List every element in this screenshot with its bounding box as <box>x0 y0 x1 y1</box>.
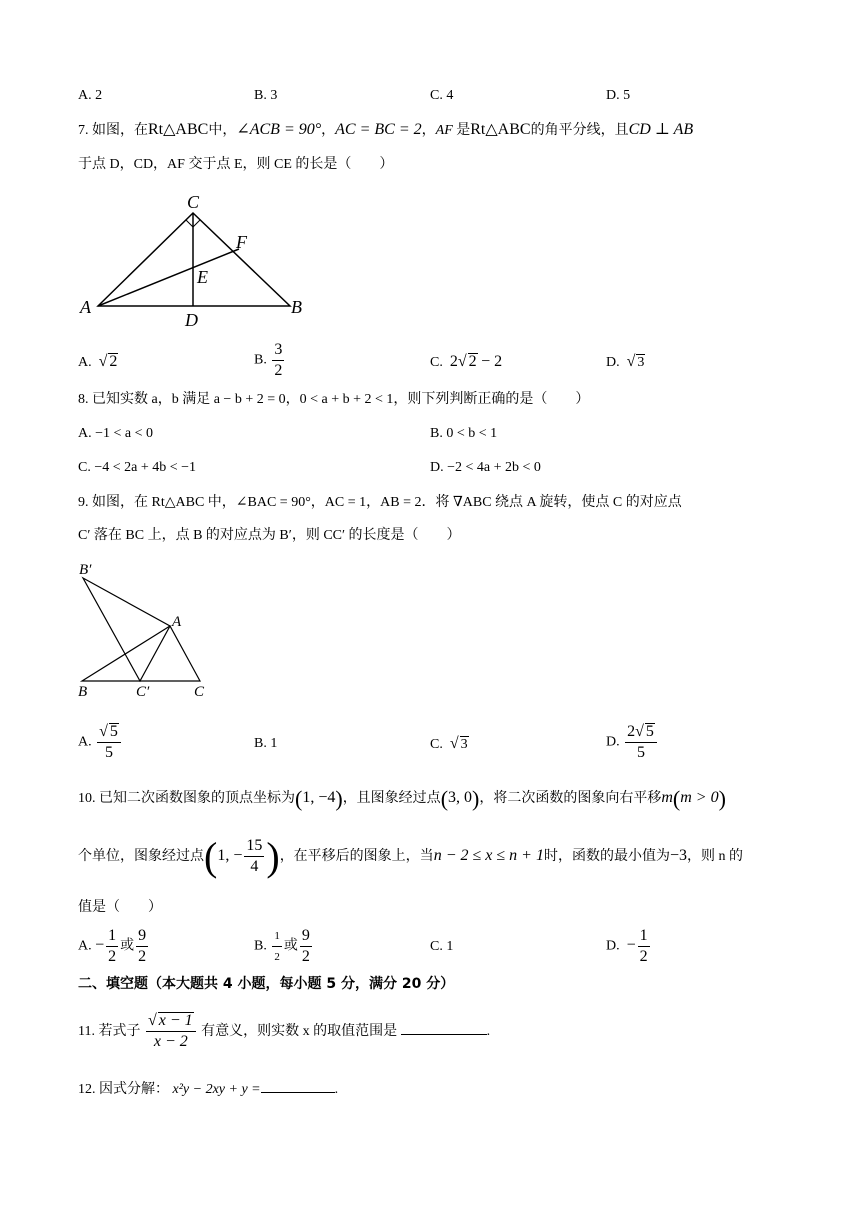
q10-option-d <box>606 926 652 967</box>
q6-option-c: C. 4 <box>430 88 454 103</box>
q10-shift: m <box>661 789 673 806</box>
coefficient: 2 <box>449 353 458 370</box>
q6-option-b: B. 3 <box>254 88 278 103</box>
q10-option-c: C. 1 <box>430 939 454 954</box>
numerator: 15 <box>244 836 264 857</box>
numerator: 9 <box>300 926 312 947</box>
radicand: 2 <box>468 353 477 370</box>
denominator: 2 <box>138 948 147 965</box>
q7-option-d <box>606 352 645 373</box>
label-c: C <box>187 192 200 212</box>
q12-period: . <box>334 1082 339 1097</box>
label-c: C <box>194 684 205 700</box>
coefficient: 2 <box>627 723 636 740</box>
numerator: 1 <box>638 926 650 947</box>
q9-option-c <box>430 734 469 755</box>
q11-text: 有意义，则实数 x 的取值范围是 <box>201 1024 398 1039</box>
label-b: B <box>78 684 88 700</box>
segment-af <box>98 249 239 306</box>
q7-triangle: Rt△ABC <box>148 121 209 138</box>
numerator: 3 <box>272 340 284 361</box>
q7-stem-line1 <box>78 120 693 141</box>
q12-text: 12. 因式分解： <box>78 1082 169 1097</box>
label-d: D <box>185 310 198 330</box>
numerator: √ x − 1 <box>146 1011 196 1032</box>
fraction <box>300 926 312 967</box>
fraction <box>272 926 282 967</box>
denominator: 2 <box>639 948 648 965</box>
option-prefix: B. <box>254 938 267 954</box>
radicand: 2 <box>109 353 118 370</box>
q11-stem <box>78 1010 490 1054</box>
fraction <box>146 1011 196 1052</box>
option-prefix: B. <box>254 352 267 368</box>
q10-point-x: 1, − <box>217 847 243 864</box>
numerator: 2√ 5 <box>625 722 657 743</box>
fraction <box>244 836 264 877</box>
label-f: F <box>236 232 247 252</box>
q7-text: ， <box>321 123 336 138</box>
option-prefix: A. <box>78 938 92 954</box>
q9-figure <box>76 556 221 701</box>
sign: − <box>95 936 105 954</box>
fraction <box>272 340 284 381</box>
q6-option-a: A. 2 <box>78 88 103 103</box>
label-a: A <box>80 297 91 317</box>
q10-point: 3, 0 <box>448 789 473 806</box>
q7-text: 如图，在 <box>92 123 148 138</box>
label-b: B <box>291 297 302 317</box>
q9-stem-line1: 9. 如图，在 Rt△ABC 中，∠BAC = 90°，AC = 1，AB = 2．将 ∇ABC 绕点 A 旋转，使点 C 的对应点 <box>78 495 682 510</box>
radicand: x − 1 <box>158 1012 193 1030</box>
denominator: x − 2 <box>153 1033 188 1051</box>
fraction <box>136 926 148 967</box>
q10-text: 个单位，图象经过点 <box>78 849 204 864</box>
q7-af: AF <box>435 123 453 138</box>
numerator: 1 <box>272 926 282 947</box>
q8-option-d: D. −2 < 4a + 2b < 0 <box>430 460 541 475</box>
q10-text: ，在平移后的图象上，当 <box>279 849 434 864</box>
label-e: E <box>197 267 208 287</box>
q9-option-a <box>78 722 123 763</box>
q10-text: 10. 已知二次函数图象的顶点坐标为 <box>78 791 295 806</box>
denominator: 2 <box>274 362 283 379</box>
q8-option-a: A. −1 < a < 0 <box>78 426 154 441</box>
q9-option-d <box>606 722 659 763</box>
option-prefix: D. <box>606 938 620 954</box>
q7-angle: ∠ACB = 90° <box>236 121 322 138</box>
label-c-prime: C′ <box>136 684 150 700</box>
option-prefix: C. <box>430 737 443 752</box>
q9-stem-line2: C′ 落在 BC 上，点 B 的对应点为 B′，则 CC′ 的长度是（ ） <box>78 528 461 543</box>
answer-blank[interactable] <box>261 1078 335 1093</box>
denominator: 2 <box>301 948 310 965</box>
numerator: √ 5 <box>97 722 121 743</box>
option-prefix: A. <box>78 734 92 750</box>
radicand: 3 <box>460 737 468 752</box>
tail: − 2 <box>481 353 503 370</box>
option-prefix: A. <box>78 355 92 370</box>
q7-text: ， <box>421 123 436 138</box>
or: 或 <box>120 938 135 954</box>
q11-text: 11. 若式子 <box>78 1024 141 1039</box>
q10-stem-line1: 10. 已知二次函数图象的顶点坐标为(1, −4)，且图象经过点(3, 0)，将二次函数的图象向右平移m(m > 0) <box>78 785 726 811</box>
q10-stem-line3: 值是（ ） <box>78 900 162 915</box>
or: 或 <box>283 938 298 954</box>
q8-stem: 8. 已知实数 a，b 满足 a − b + 2 = 0，0 < a + b + 2 < 1，则下列判断正确的是（ ） <box>78 392 590 407</box>
denominator: 5 <box>637 744 646 761</box>
q10-option-a <box>78 926 150 967</box>
q7-perp: CD ⊥ AB <box>628 121 694 138</box>
fraction <box>625 722 657 763</box>
radicand: 3 <box>637 355 645 370</box>
q10-text: ，将二次函数的图象向右平移 <box>479 791 662 806</box>
q11-period: . <box>486 1024 491 1039</box>
numerator: 9 <box>136 926 148 947</box>
option-prefix: D. <box>606 734 620 750</box>
q9-option-b: B. 1 <box>254 736 278 751</box>
q7-text: 的角平分线，且 <box>530 123 629 138</box>
q7-option-c <box>430 352 502 373</box>
denominator: 5 <box>105 744 114 761</box>
q10-text: ，则 n 的 <box>686 849 743 864</box>
label-a: A <box>172 614 182 630</box>
radicand: 5 <box>109 723 118 740</box>
q7-sides: AC = BC = 2 <box>335 121 422 138</box>
answer-blank[interactable] <box>401 1020 487 1035</box>
q7-option-a <box>78 352 118 373</box>
q10-vertex: 1, −4 <box>302 789 336 806</box>
label-b-prime: B′ <box>79 562 92 578</box>
denominator: 2 <box>274 951 280 963</box>
q10-shift-cond: m > 0 <box>680 789 719 806</box>
triangle-abc <box>82 626 200 681</box>
q10-text: 时，函数的最小值为 <box>543 849 670 864</box>
section-title: 二、填空题（本大题共 4 小题，每小题 5 分，满分 20 分） <box>78 976 455 992</box>
denominator: 4 <box>250 858 259 876</box>
sqrt-sign: √ <box>626 353 636 370</box>
sign: − <box>626 936 636 954</box>
q10-min: −3 <box>669 847 687 864</box>
option-prefix: D. <box>606 355 620 370</box>
q10-option-b <box>254 926 314 967</box>
q7-figure <box>78 186 318 331</box>
option-prefix: C. <box>430 355 443 370</box>
q6-option-d: D. 5 <box>606 88 631 103</box>
q12-stem <box>78 1078 338 1100</box>
q7-stem-line2: 于点 D，CD，AF 交于点 E，则 CE 的长是（ ） <box>78 157 394 172</box>
q8-option-c: C. −4 < 2a + 4b < −1 <box>78 460 197 475</box>
q10-range: n − 2 ≤ x ≤ n + 1 <box>433 847 544 864</box>
q7-text: 中， <box>208 123 237 138</box>
q7-text: 是 <box>452 123 471 138</box>
q7-option-b <box>254 340 286 381</box>
fraction <box>106 926 118 967</box>
sqrt-sign: √ <box>457 353 467 370</box>
q10-stem-line2: 个单位，图象经过点(1, − $\frac{15}{4}$ )，在平移后的图象上，当n − 2 ≤ x ≤ n + 1时，函数的最小值为−3，则 n 的 <box>78 833 743 879</box>
q8-option-b: B. 0 < b < 1 <box>430 426 498 441</box>
q7-number: 7. <box>78 123 89 138</box>
q12-expression: x²y − 2xy + y = <box>172 1082 261 1097</box>
triangle-abc <box>98 213 290 306</box>
numerator: 1 <box>106 926 118 947</box>
fraction <box>638 926 650 967</box>
radicand: 5 <box>645 723 654 740</box>
q10-text: ，且图象经过点 <box>342 791 441 806</box>
fraction <box>97 722 121 763</box>
sqrt-sign: √ <box>449 735 459 752</box>
q7-triangle: Rt△ABC <box>470 121 531 138</box>
sqrt-sign: √ <box>98 353 108 370</box>
triangle-ab-c-prime <box>83 578 170 681</box>
denominator: 2 <box>108 948 117 965</box>
